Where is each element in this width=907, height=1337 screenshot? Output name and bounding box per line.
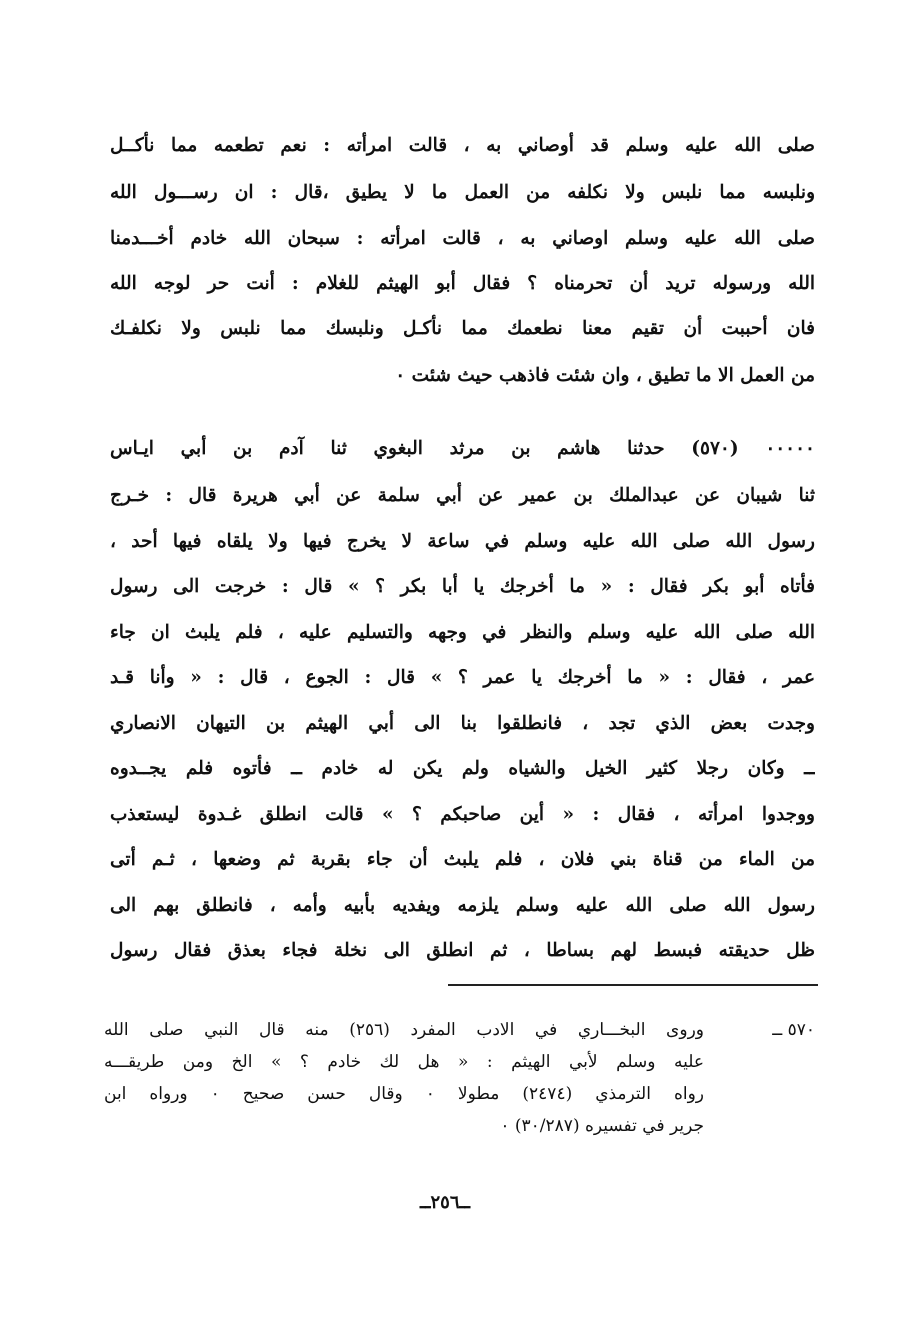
footnote-line: وروى البخـــاري في الادب المفرد (٢٥٦) منه قال النبي صلى الله: [104, 1020, 704, 1040]
paragraph2-line: رسول الله صلى الله عليه وسلم في ساعة لا يخرج فيها ولا يلقاه فيها أحد ،: [110, 531, 815, 552]
paragraph2-line: ظل حديقته فبسط لهم بساطا ، ثم انطلق الى نخلة فجاء بعذق فقال رسول: [110, 940, 815, 961]
footnote-number: ٥٧٠ ــ: [772, 1020, 815, 1040]
footnote-line: رواه الترمذي (٢٤٧٤) مطولا ٠ وقال حسن صحيح ٠ ورواه ابن: [104, 1084, 704, 1104]
paragraph2-line: ــ وكان رجلا كثير الخيل والشياه ولم يكن له خادم ــ فأتوه فلم يجــدوه: [110, 758, 815, 779]
paragraph1-line: فان أحببت أن تقيم معنا نطعمك مما نأكـل ونلبسك مما نلبس ولا نكلفـك: [110, 318, 815, 339]
paragraph2-line: ٠٠٠٠٠ (٥٧٠) حدثنا هاشم بن مرثد البغوي ثنا آدم بن أبي ايـاس: [110, 438, 815, 459]
paragraph2-line: رسول الله صلى الله عليه وسلم يلزمه ويفديه بأبيه وأمه ، فانطلق بهم الى: [110, 895, 815, 916]
paragraph1-line: صلى الله عليه وسلم قد أوصاني به ، قالت امرأته : نعم تطعمه مما نأكــل: [110, 135, 815, 156]
paragraph2-line: ووجدوا امرأته ، فقال : « أين صاحبكم ؟ » قالت انطلق غـدوة ليستعذب: [110, 804, 815, 825]
paragraph2-line: الله صلى الله عليه وسلم والنظر في وجهه والتسليم عليه ، فلم يلبث ان جاء: [110, 622, 815, 643]
footnote-line: عليه وسلم لأبي الهيثم : « هل لك خادم ؟ » الخ ومن طريقـــه: [104, 1052, 704, 1072]
page-number: ــ٢٥٦ــ: [419, 1192, 471, 1213]
paragraph2-line: ثنا شيبان عن عبدالملك بن عمير عن أبي سلمة عن أبي هريرة قال : خـرج: [110, 485, 815, 506]
paragraph1-line: من العمل الا ما تطيق ، وان شئت فاذهب حيث شئت ٠: [395, 365, 815, 386]
paragraph2-line: فأتاه أبو بكر فقال : « ما أخرجك يا أبا بكر ؟ » قال : خرجت الى رسول: [110, 576, 815, 597]
footnote-separator: [448, 984, 818, 986]
footnote-line: جرير في تفسيره (٣٠/٢٨٧) ٠: [500, 1116, 704, 1136]
paragraph1-line: ونلبسه مما نلبس ولا نكلفه من العمل ما لا يطيق ،قال : ان رســـول الله: [110, 182, 815, 203]
paragraph1-line: صلى الله عليه وسلم اوصاني به ، قالت امرأته : سبحان الله خادم أخـــدمنا: [110, 228, 815, 249]
paragraph1-line: الله ورسوله تريد أن تحرمناه ؟ فقال أبو الهيثم للغلام : أنت حر لوجه الله: [110, 273, 815, 294]
paragraph2-line: عمر ، فقال : « ما أخرجك يا عمر ؟ » قال : الجوع ، قال : « وأنا قـد: [110, 667, 815, 688]
paragraph2-line: وجدت بعض الذي تجد ، فانطلقوا بنا الى أبي الهيثم بن التيهان الانصاري: [110, 713, 815, 734]
paragraph2-line: من الماء من قناة بني فلان ، فلم يلبث أن جاء بقربة ثم وضعها ، ثـم أتى: [110, 849, 815, 870]
